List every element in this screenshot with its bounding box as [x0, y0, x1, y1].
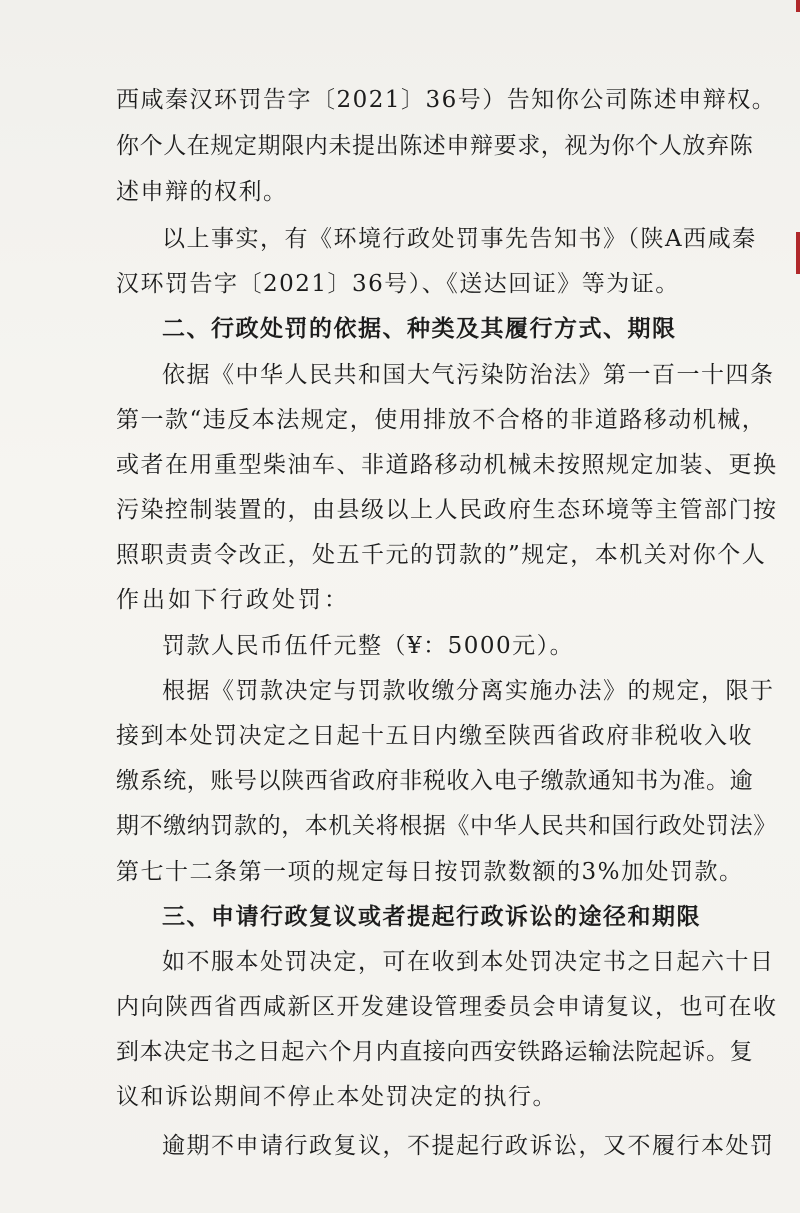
- text-line: 如不服本处罚决定，可在收到本处罚决定书之日起六十日: [162, 949, 775, 975]
- text-line: 西咸秦汉环罚告字〔2021〕36号）告知你公司陈述申辩权。: [116, 87, 777, 113]
- text-line: 第七十二条第一项的规定每日按罚款数额的3%加处罚款。: [116, 859, 744, 885]
- text-line: 议和诉讼期间不停止本处罚决定的执行。: [116, 1084, 557, 1110]
- text-line: 逾期不申请行政复议，不提起行政诉讼，又不履行本处罚: [162, 1133, 775, 1159]
- text-line: 以上事实，有《环境行政处罚事先告知书》（陕A西咸秦: [162, 226, 757, 252]
- text-line: 第一款“违反本法规定，使用排放不合格的非道路移动机械，: [116, 407, 767, 433]
- text-line: 接到本处罚决定之日起十五日内缴至陕西省政府非税收入收: [116, 723, 753, 749]
- text-line: 内向陕西省西咸新区开发建设管理委员会申请复议，也可在收: [116, 994, 778, 1020]
- text-line: 期不缴纳罚款的，本机关将根据《中华人民共和国行政处罚法》: [116, 813, 777, 839]
- text-line: 缴系统，账号以陕西省政府非税收入电子缴款通知书为准。逾: [116, 768, 754, 794]
- text-line: 汉环罚告字〔2021〕36号）、《送达回证》等为证。: [116, 271, 680, 297]
- text-line: 到本决定书之日起六个月内直接向西安铁路运输法院起诉。复: [116, 1039, 754, 1065]
- text-line: 或者在用重型柴油车、非道路移动机械未按照规定加装、更换: [116, 452, 778, 478]
- section-heading: 二、行政处罚的依据、种类及其履行方式、期限: [162, 315, 677, 342]
- text-line: 作出如下行政处罚：: [116, 587, 350, 613]
- text-line: 依据《中华人民共和国大气污染防治法》第一百一十四条: [162, 362, 775, 388]
- text-line: 污染控制装置的，由县级以上人民政府生态环境等主管部门按: [116, 497, 778, 523]
- fine-amount: 罚款人民币伍仟元整（¥：5000元）。: [162, 633, 575, 659]
- text-line: 照职责责令改正，处五千元的罚款的”规定，本机关对你个人: [116, 542, 767, 568]
- section-heading: 三、申请行政复议或者提起行政诉讼的途径和期限: [162, 903, 701, 930]
- text-line: 根据《罚款决定与罚款收缴分离实施办法》的规定，限于: [162, 678, 775, 704]
- text-line: 述申辩的权利。: [116, 179, 288, 205]
- text-line: 你个人在规定期限内未提出陈述申辩要求，视为你个人放弃陈: [116, 133, 754, 159]
